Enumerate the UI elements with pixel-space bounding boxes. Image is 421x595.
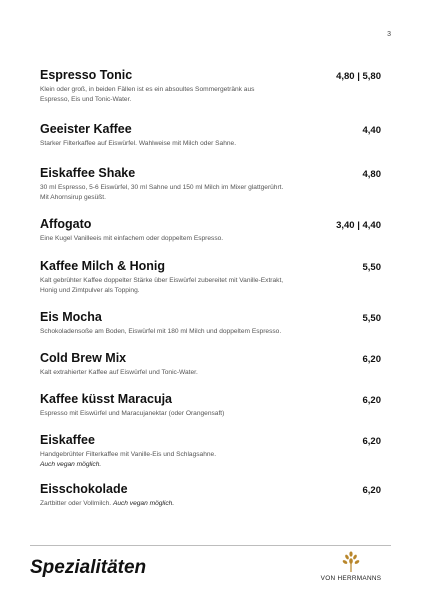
- menu-item: [40, 68, 381, 105]
- menu-item: [40, 217, 381, 244]
- item-price: 5,50: [362, 313, 381, 324]
- item-price: 5,50: [362, 262, 381, 273]
- item-description: [40, 450, 285, 470]
- coffee-leaf-sprig-icon: [339, 551, 363, 573]
- section-title: Spezialitäten: [30, 557, 147, 578]
- item-description: [40, 368, 285, 378]
- item-description-text: Kalt extrahierter Kaffee auf Eiswürfel und Tonic-Water.: [40, 369, 198, 376]
- item-description: [40, 499, 285, 509]
- menu-item: [40, 166, 381, 203]
- item-name: Geeister Kaffee: [40, 122, 132, 136]
- item-price: 3,40 | 4,40: [336, 220, 381, 231]
- menu-list: [40, 68, 381, 509]
- item-price: 4,80 | 5,80: [336, 71, 381, 82]
- item-name: Eis Mocha: [40, 310, 102, 324]
- item-vegan-note: Auch vegan möglich.: [112, 500, 175, 507]
- menu-item: [40, 482, 381, 509]
- item-name: Espresso Tonic: [40, 68, 133, 82]
- item-price: 6,20: [362, 354, 381, 365]
- item-description: [40, 234, 285, 244]
- item-description-text: Klein oder groß, in beiden Fällen ist es ein absoultes Sommergetränk aus Espresso, Eis und Tonic-Water.: [40, 86, 255, 103]
- item-price: 6,20: [362, 485, 381, 496]
- item-description: [40, 183, 285, 203]
- menu-item: [40, 351, 381, 378]
- item-description-text: Eine Kugel Vanilleeis mit einfachem oder doppeltem Espresso.: [40, 235, 224, 242]
- menu-item: [40, 122, 381, 149]
- item-name: Kaffee küsst Maracuja: [40, 392, 173, 406]
- menu-item: [40, 259, 381, 296]
- menu-item: [40, 310, 381, 337]
- brand-name: VON HERRMANNS: [320, 575, 382, 582]
- menu-item: [40, 392, 381, 419]
- item-name: Cold Brew Mix: [40, 351, 127, 365]
- item-price: 4,40: [362, 125, 381, 136]
- item-name: Eisschokolade: [40, 482, 128, 496]
- item-description-text: Kalt gebrühter Kaffee doppelter Stärke über Eiswürfel zubereitet mit Vanille-Extrakt, Honig und Zimtpulver als Topping.: [40, 277, 284, 294]
- item-description-text: Espresso mit Eiswürfel und Maracujanektar (oder Orangensaft): [40, 410, 225, 417]
- item-description-text: Zartbitter oder Vollmilch.: [40, 500, 112, 507]
- item-name: Eiskaffee Shake: [40, 166, 136, 180]
- item-description: [40, 327, 285, 337]
- item-vegan-note: Auch vegan möglich.: [40, 461, 102, 468]
- item-description-text: 30 ml Espresso, 5-6 Eiswürfel, 30 ml Sahne und 150 ml Milch im Mixer glattgerührt. Mit Ahornsirup gesüßt.: [40, 184, 284, 201]
- item-description: [40, 85, 285, 105]
- item-name: Affogato: [40, 217, 92, 231]
- footer-divider: [30, 545, 391, 546]
- item-description-text: Handgebrühter Filterkaffee mit Vanille-Eis und Schlagsahne.: [40, 451, 217, 458]
- page-number: 3: [387, 31, 391, 38]
- item-description: [40, 409, 285, 419]
- item-name: Kaffee Milch & Honig: [40, 259, 166, 273]
- brand-logo: [311, 551, 391, 582]
- item-description: [40, 276, 285, 296]
- item-price: 6,20: [362, 395, 381, 406]
- item-name: Eiskaffee: [40, 433, 95, 447]
- menu-item: [40, 433, 381, 470]
- item-description-text: Schokoladensoße am Boden, Eiswürfel mit 180 ml Milch und doppeltem Espresso.: [40, 328, 282, 335]
- item-description-text: Starker Filterkaffee auf Eiswürfel. Wahlweise mit Milch oder Sahne.: [40, 140, 237, 147]
- item-description: [40, 139, 285, 149]
- item-price: 6,20: [362, 436, 381, 447]
- item-price: 4,80: [362, 169, 381, 180]
